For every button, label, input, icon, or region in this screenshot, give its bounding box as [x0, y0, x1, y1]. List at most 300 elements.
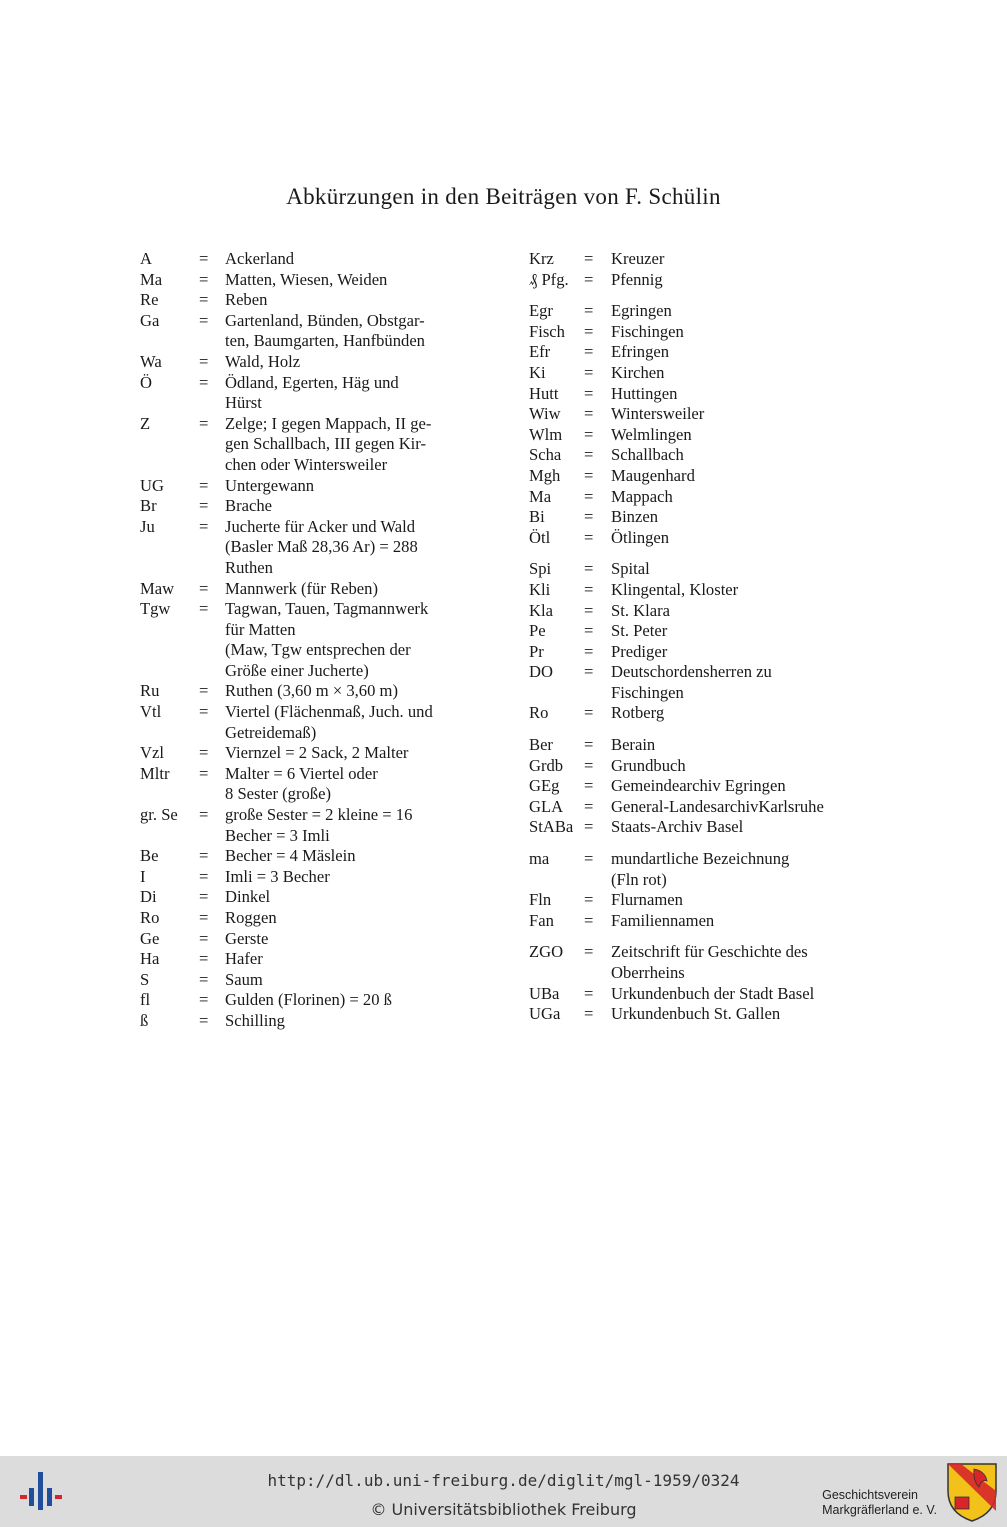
abbreviation-term: Ki	[529, 362, 546, 382]
footer-copyright: © Universitätsbibliothek Freiburg	[370, 1500, 637, 1519]
definition-line: Wintersweiler	[611, 404, 705, 424]
abbreviation-entry	[529, 662, 879, 703]
abbreviation-term: Mgh	[529, 465, 561, 485]
abbreviation-definition	[225, 496, 476, 517]
abbreviation-term: fl	[140, 990, 151, 1010]
definition-line: Größe einer Jucherte)	[225, 660, 369, 680]
abbreviation-definition	[611, 507, 879, 528]
abbreviation-definition	[611, 984, 879, 1005]
abbreviation-entry	[529, 384, 879, 405]
definition-line: Pfennig	[611, 269, 663, 289]
equals-sign: =	[584, 755, 594, 775]
abbreviation-entry	[529, 363, 879, 384]
abbreviation-entry	[140, 702, 476, 743]
abbreviation-term: S	[140, 969, 150, 989]
abbreviation-term: Pe	[529, 621, 546, 641]
equals-sign: =	[584, 445, 594, 465]
abbreviation-definition	[225, 929, 476, 950]
definition-line: Kirchen	[611, 362, 665, 382]
abbreviation-term: Maw	[140, 578, 175, 598]
abbreviation-definition	[225, 970, 476, 991]
abbreviation-term: Ju	[140, 516, 155, 536]
abbreviation-entry	[529, 601, 879, 622]
abbreviation-definition	[225, 290, 476, 311]
abbreviation-term: DO	[529, 662, 553, 682]
abbreviation-definition	[225, 990, 476, 1011]
abbreviation-definition	[225, 352, 476, 373]
abbreviation-entry	[529, 322, 879, 343]
abbreviation-term: Vzl	[140, 743, 164, 763]
abbreviation-entry	[140, 867, 476, 888]
abbreviation-definition	[611, 642, 879, 663]
abbreviation-entry	[140, 846, 476, 867]
abbreviation-definition	[225, 805, 476, 846]
abbreviation-entry	[140, 290, 476, 311]
abbreviation-entry	[140, 249, 476, 270]
definition-line: (Fln rot)	[611, 869, 667, 889]
equals-sign: =	[199, 949, 209, 969]
abbreviation-entry	[529, 507, 879, 528]
definition-line: Wald, Holz	[225, 351, 301, 371]
definition-line: 8 Sester (große)	[225, 784, 331, 804]
equals-sign: =	[584, 507, 594, 527]
abbreviation-entry	[140, 929, 476, 950]
definition-line: Brache	[225, 496, 272, 516]
footer-organization[interactable]	[822, 1488, 937, 1518]
abbreviation-term: Spi	[529, 559, 552, 579]
definition-line: St. Peter	[611, 621, 668, 641]
definition-line: Hürst	[225, 393, 262, 413]
definition-line: Egringen	[611, 301, 672, 321]
abbreviation-term: Fln	[529, 890, 552, 910]
equals-sign: =	[584, 890, 594, 910]
abbreviation-definition	[611, 817, 879, 838]
abbreviation-term: Ha	[140, 949, 160, 969]
definition-line: Reben	[225, 290, 268, 310]
abbreviation-definition	[225, 249, 476, 270]
definition-line: Urkundenbuch der Stadt Basel	[611, 983, 815, 1003]
definition-line: Jucherte für Acker und Wald	[225, 516, 416, 536]
equals-sign: =	[199, 249, 209, 268]
abbreviation-definition	[611, 756, 879, 777]
abbreviation-entry	[529, 342, 879, 363]
abbreviation-term: ma	[529, 849, 550, 869]
abbreviation-definition	[611, 445, 879, 466]
definition-line: Spital	[611, 559, 650, 579]
abbreviation-term: Be	[140, 846, 159, 866]
abbreviation-definition	[611, 342, 879, 363]
abbreviation-definition	[611, 559, 879, 580]
abbreviation-term: Ru	[140, 681, 160, 701]
abbreviation-entry	[529, 817, 879, 838]
abbreviation-definition	[225, 311, 476, 352]
definition-line: Roggen	[225, 908, 277, 927]
definition-line: Ruthen (3,60 m × 3,60 m)	[225, 681, 398, 701]
definition-line: Schallbach	[611, 445, 684, 465]
org-name-line1: Geschichtsverein	[822, 1488, 918, 1502]
equals-sign: =	[199, 496, 209, 516]
definition-line: St. Klara	[611, 600, 670, 620]
abbreviation-term: Egr	[529, 301, 553, 321]
abbreviation-entry	[529, 270, 879, 291]
equals-sign: =	[584, 621, 594, 641]
abbreviation-definition	[611, 797, 879, 818]
definition-line: Oberrheins	[611, 963, 685, 982]
abbreviation-definition	[225, 846, 476, 867]
abbreviation-term: Scha	[529, 445, 562, 465]
abbreviation-entry	[529, 559, 879, 580]
definition-line: Zeitschrift für Geschichte des	[611, 942, 808, 962]
abbreviation-term: Kli	[529, 579, 551, 599]
definition-line: Saum	[225, 969, 263, 989]
abbreviation-entry	[529, 621, 879, 642]
equals-sign: =	[199, 269, 209, 289]
abbreviation-definition	[611, 528, 879, 549]
definition-line: Gartenland, Bünden, Obstgar-	[225, 310, 425, 330]
definition-line: Familiennamen	[611, 910, 715, 930]
abbreviation-definition	[225, 270, 476, 291]
equals-sign: =	[584, 942, 594, 962]
abbreviation-definition	[225, 743, 476, 764]
definition-line: Gulden (Florinen) = 20 ß	[225, 990, 392, 1010]
definition-line: Dinkel	[225, 887, 271, 907]
equals-sign: =	[584, 796, 594, 816]
abbreviation-entry	[529, 487, 879, 508]
definition-line: Klingental, Kloster	[611, 579, 739, 599]
abbreviation-definition	[611, 735, 879, 756]
definition-line: gen Schallbach, III gegen Kir-	[225, 434, 427, 454]
equals-sign: =	[584, 383, 594, 403]
equals-sign: =	[584, 703, 594, 723]
org-name-line2: Markgräflerland e. V.	[822, 1503, 937, 1517]
definition-line: mundartliche Bezeichnung	[611, 849, 790, 869]
abbreviation-entry	[140, 887, 476, 908]
abbreviation-term: Fan	[529, 910, 554, 930]
abbreviation-term: gr. Se	[140, 805, 178, 825]
definition-line: Flurnamen	[611, 890, 683, 910]
equals-sign: =	[584, 1004, 594, 1024]
abbreviation-definition	[611, 425, 879, 446]
definition-line: für Matten	[225, 619, 296, 639]
abbreviation-term: Bi	[529, 507, 545, 527]
definition-line: Efringen	[611, 342, 670, 362]
equals-sign: =	[584, 527, 594, 547]
footer-url-link[interactable]: http://dl.ub.uni-freiburg.de/diglit/mgl-1959/0324	[267, 1471, 740, 1490]
abbreviation-entry	[529, 249, 879, 270]
abbreviation-entry	[529, 301, 879, 322]
abbreviation-list-right	[529, 249, 879, 1025]
abbreviation-term: StABa	[529, 817, 574, 837]
definition-line: Mannwerk (für Reben)	[225, 578, 378, 598]
abbreviation-term: Grdb	[529, 755, 564, 775]
definition-line: Kreuzer	[611, 249, 665, 268]
abbreviation-term: Ötl	[529, 527, 551, 547]
equals-sign: =	[584, 362, 594, 382]
equals-sign: =	[199, 516, 209, 536]
definition-line: Matten, Wiesen, Weiden	[225, 269, 388, 289]
abbreviation-definition	[225, 579, 476, 600]
abbreviation-definition	[611, 249, 879, 270]
abbreviation-entry	[140, 949, 476, 970]
definition-line: Maugenhard	[611, 465, 695, 485]
abbreviation-definition	[225, 949, 476, 970]
equals-sign: =	[199, 928, 209, 948]
equals-sign: =	[584, 559, 594, 579]
abbreviation-term: Ro	[140, 908, 160, 927]
definition-line: große Sester = 2 kleine = 16	[225, 805, 413, 825]
equals-sign: =	[199, 908, 209, 927]
abbreviation-entry	[529, 703, 879, 724]
abbreviation-term: Wa	[140, 351, 162, 371]
abbreviation-definition	[611, 1004, 879, 1025]
equals-sign: =	[584, 249, 594, 268]
abbreviation-term: Ge	[140, 928, 160, 948]
abbreviation-entry	[529, 445, 879, 466]
abbreviation-definition	[225, 1011, 476, 1032]
abbreviation-definition	[225, 908, 476, 929]
abbreviation-term: Pr	[529, 641, 544, 661]
abbreviation-definition	[225, 517, 476, 579]
abbreviation-entry	[140, 764, 476, 805]
definition-line: Gemeindearchiv Egringen	[611, 776, 786, 796]
definition-line: chen oder Wintersweiler	[225, 454, 388, 474]
equals-sign: =	[584, 486, 594, 506]
abbreviation-entry	[140, 681, 476, 702]
definition-line: Huttingen	[611, 383, 678, 403]
abbreviation-term: Fisch	[529, 321, 565, 341]
equals-sign: =	[199, 887, 209, 907]
definition-line: Fischingen	[611, 321, 684, 341]
footer-bar	[0, 1456, 1007, 1527]
abbreviation-entry	[529, 642, 879, 663]
abbreviation-term: UGa	[529, 1004, 561, 1024]
definition-line: Gerste	[225, 928, 269, 948]
abbreviation-term: Ma	[140, 269, 163, 289]
abbreviation-term: Ö	[140, 372, 152, 392]
abbreviation-entry	[140, 476, 476, 497]
abbreviation-entry	[140, 805, 476, 846]
equals-sign: =	[199, 310, 209, 330]
abbreviation-entry	[140, 352, 476, 373]
equals-sign: =	[584, 910, 594, 930]
definition-line: Getreidemaß)	[225, 722, 317, 742]
abbreviation-definition	[611, 890, 879, 911]
equals-sign: =	[199, 681, 209, 701]
abbreviation-term: Wiw	[529, 404, 561, 424]
equals-sign: =	[199, 969, 209, 989]
equals-sign: =	[584, 342, 594, 362]
abbreviation-definition	[611, 487, 879, 508]
equals-sign: =	[584, 404, 594, 424]
equals-sign: =	[584, 662, 594, 682]
abbreviation-term: ₰ Pfg.	[529, 269, 569, 289]
equals-sign: =	[199, 475, 209, 495]
abbreviation-term: Tgw	[140, 599, 171, 619]
definition-line: Binzen	[611, 507, 659, 527]
equals-sign: =	[199, 578, 209, 598]
equals-sign: =	[199, 372, 209, 392]
definition-line: Deutschordensherren zu	[611, 662, 772, 682]
definition-line: Staats-Archiv Basel	[611, 817, 744, 837]
equals-sign: =	[199, 599, 209, 619]
definition-line: Imli = 3 Becher	[225, 866, 330, 886]
abbreviation-definition	[611, 404, 879, 425]
definition-line: Ödland, Egerten, Häg und	[225, 372, 399, 392]
abbreviation-definition	[611, 322, 879, 343]
equals-sign: =	[199, 805, 209, 825]
abbreviation-definition	[225, 373, 476, 414]
definition-line: Berain	[611, 735, 656, 755]
abbreviation-term: Br	[140, 496, 157, 516]
abbreviation-term: Hutt	[529, 383, 559, 403]
abbreviation-entry	[140, 270, 476, 291]
equals-sign: =	[584, 579, 594, 599]
definition-line: Viertel (Flächenmaß, Juch. und	[225, 702, 433, 722]
abbreviation-definition	[225, 867, 476, 888]
abbreviation-definition	[611, 384, 879, 405]
abbreviation-list-left	[140, 249, 476, 1032]
abbreviation-entry	[529, 797, 879, 818]
abbreviation-term: Ro	[529, 703, 549, 723]
abbreviation-entry	[529, 528, 879, 549]
definition-line: Schilling	[225, 1010, 285, 1030]
definition-line: Becher = 4 Mäslein	[225, 846, 356, 866]
equals-sign: =	[199, 351, 209, 371]
abbreviation-definition	[611, 942, 879, 983]
equals-sign: =	[584, 735, 594, 755]
abbreviation-term: Ber	[529, 735, 553, 755]
equals-sign: =	[584, 424, 594, 444]
abbreviation-term: Re	[140, 290, 159, 310]
equals-sign: =	[199, 413, 209, 433]
equals-sign: =	[584, 600, 594, 620]
equals-sign: =	[199, 743, 209, 763]
abbreviation-definition	[225, 599, 476, 681]
abbreviation-definition	[611, 580, 879, 601]
abbreviation-definition	[611, 466, 879, 487]
abbreviation-entry	[140, 373, 476, 414]
abbreviation-entry	[529, 1004, 879, 1025]
abbreviation-entry	[140, 1011, 476, 1032]
abbreviation-term: ß	[140, 1010, 149, 1030]
abbreviation-term: Mltr	[140, 763, 170, 783]
abbreviation-entry	[140, 908, 476, 929]
abbreviation-definition	[225, 476, 476, 497]
equals-sign: =	[199, 866, 209, 886]
abbreviation-definition	[611, 621, 879, 642]
abbreviation-entry	[140, 579, 476, 600]
abbreviation-entry	[529, 404, 879, 425]
equals-sign: =	[584, 983, 594, 1003]
abbreviation-entry	[529, 984, 879, 1005]
abbreviation-entry	[529, 942, 879, 983]
abbreviation-term: Krz	[529, 249, 554, 268]
abbreviation-entry	[140, 311, 476, 352]
abbreviation-definition	[225, 414, 476, 476]
abbreviation-entry	[529, 580, 879, 601]
abbreviation-definition	[611, 601, 879, 622]
abbreviation-definition	[611, 703, 879, 724]
abbreviation-term: UG	[140, 475, 164, 495]
page-title: Abkürzungen in den Beiträgen von F. Schülin	[286, 184, 721, 209]
abbreviation-entry	[140, 517, 476, 579]
abbreviation-definition	[611, 270, 879, 291]
abbreviation-entry	[140, 970, 476, 991]
equals-sign: =	[584, 641, 594, 661]
definition-line: Ackerland	[225, 249, 295, 268]
definition-line: Tagwan, Tauen, Tagmannwerk	[225, 599, 429, 619]
definition-line: Ruthen	[225, 557, 273, 577]
abbreviation-definition	[611, 662, 879, 703]
equals-sign: =	[584, 301, 594, 321]
abbreviation-entry	[140, 990, 476, 1011]
abbreviation-term: Z	[140, 413, 151, 433]
definition-line: Fischingen	[611, 682, 684, 702]
abbreviation-term: Di	[140, 887, 157, 907]
equals-sign: =	[584, 269, 594, 289]
abbreviation-definition	[611, 776, 879, 797]
definition-line: Rotberg	[611, 703, 665, 723]
abbreviation-term: Kla	[529, 600, 553, 620]
abbreviation-term: Efr	[529, 342, 551, 362]
abbreviation-entry	[529, 849, 879, 890]
abbreviation-entry	[529, 890, 879, 911]
definition-line: Prediger	[611, 641, 668, 661]
equals-sign: =	[199, 1010, 209, 1030]
abbreviation-term: GLA	[529, 796, 564, 816]
abbreviation-term: Ga	[140, 310, 160, 330]
abbreviation-term: Wlm	[529, 424, 563, 444]
abbreviation-entry	[529, 911, 879, 932]
definition-line: (Basler Maß 28,36 Ar) = 288	[225, 537, 418, 557]
abbreviation-term: Ma	[529, 486, 552, 506]
definition-line: Becher = 3 Imli	[225, 825, 330, 845]
equals-sign: =	[584, 817, 594, 837]
equals-sign: =	[199, 990, 209, 1010]
equals-sign: =	[584, 465, 594, 485]
abbreviation-entry	[529, 425, 879, 446]
abbreviation-entry	[140, 599, 476, 681]
abbreviation-term: I	[140, 866, 146, 886]
abbreviation-definition	[611, 301, 879, 322]
abbreviation-entry	[529, 756, 879, 777]
abbreviation-term: UBa	[529, 983, 560, 1003]
abbreviation-definition	[225, 702, 476, 743]
abbreviation-term: A	[140, 249, 152, 268]
definition-line: Welmlingen	[611, 424, 692, 444]
equals-sign: =	[199, 846, 209, 866]
definition-line: Ötlingen	[611, 527, 670, 547]
abbreviation-term: GEg	[529, 776, 560, 796]
equals-sign: =	[199, 290, 209, 310]
definition-line: Malter = 6 Viertel oder	[225, 763, 378, 783]
equals-sign: =	[584, 321, 594, 341]
definition-line: Viernzel = 2 Sack, 2 Malter	[225, 743, 409, 763]
abbreviation-definition	[225, 887, 476, 908]
abbreviation-entry	[140, 743, 476, 764]
abbreviation-entry	[140, 496, 476, 517]
abbreviation-definition	[611, 849, 879, 890]
abbreviation-definition	[225, 681, 476, 702]
definition-line: ten, Baumgarten, Hanfbünden	[225, 331, 425, 351]
definition-line: General-LandesarchivKarlsruhe	[611, 796, 824, 816]
definition-line: Grundbuch	[611, 755, 686, 775]
abbreviation-term: ZGO	[529, 942, 564, 962]
definition-line: Untergewann	[225, 475, 315, 495]
abbreviation-term: Vtl	[140, 702, 162, 722]
abbreviation-entry	[529, 776, 879, 797]
abbreviation-definition	[611, 363, 879, 384]
